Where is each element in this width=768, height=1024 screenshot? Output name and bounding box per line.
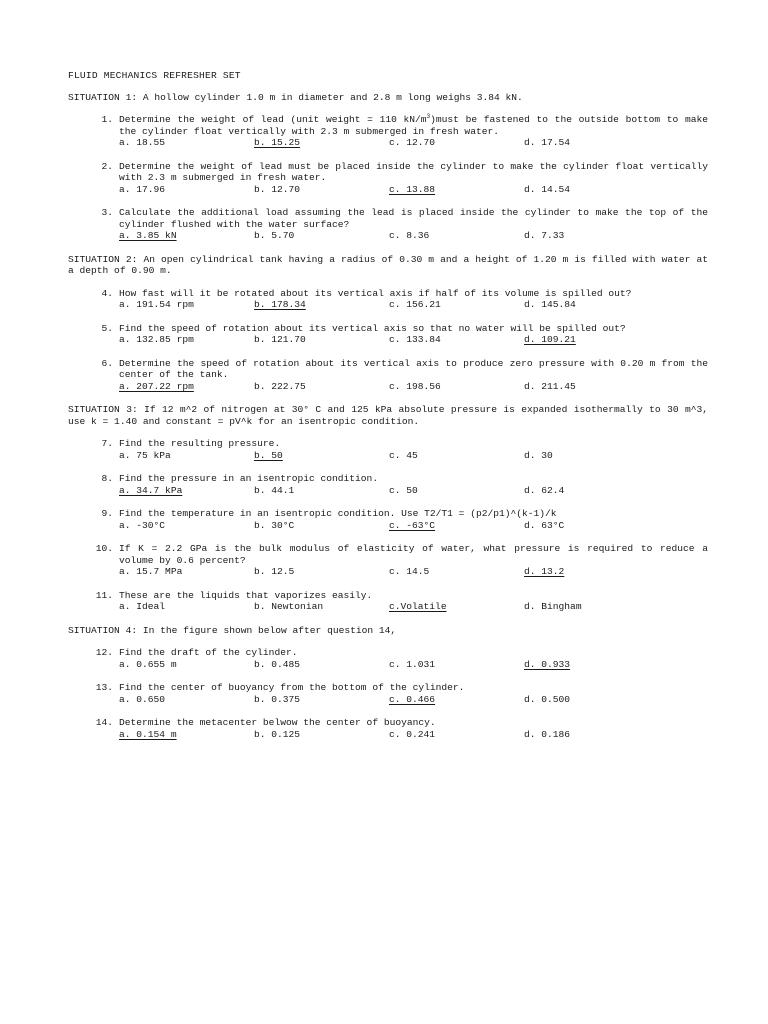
question-text: Calculate the additional load assuming the lead is placed inside the cylinder to make the top of the cylinder flushed with the water surface? [119,207,708,230]
question-item [68,647,708,670]
choice-label: c. 45 [389,449,418,461]
answer-choices [119,485,708,497]
choice-label: a. 75 kPa [119,449,171,461]
question-item [68,682,708,705]
choice-label: d. 211.45 [524,380,576,392]
question-text: Determine the speed of rotation about its vertical axis to produce zero pressure with 0.20 m from the center of the tank. [119,357,708,380]
answer-choice [254,601,389,613]
question-body [119,161,708,196]
question-item [68,114,708,149]
choice-label: d. 145.84 [524,299,576,310]
choice-label: b. Newtonian [254,601,324,612]
situation-text: SITUATION 4: In the figure shown below after question 14, [68,624,397,636]
answer-choice-correct [389,601,524,613]
answer-choice [524,485,659,497]
choice-label: b. 0.375 [254,693,301,705]
answer-choice [389,485,524,497]
question-item [68,543,708,578]
answer-choice [119,659,254,671]
document-page [68,70,708,752]
choice-label: c. 0.466 [389,693,436,705]
question-body [119,647,708,670]
question-number: 1. [101,114,113,125]
question-body [119,543,708,578]
question-body [119,590,708,613]
choice-label: a. -30°C [119,519,166,531]
question-number: 13. [95,682,113,693]
choice-label: c. 156.21 [389,299,441,310]
question-text-part: )must be fastened to the outside bottom to make the cylinder float vertically with 2.3 m submerged in fresh water. [119,114,709,137]
answer-choice [524,184,659,196]
question-body [119,288,708,311]
question-body [119,438,708,461]
answer-choice [254,729,389,741]
question-body [119,323,708,346]
answer-choice [119,299,254,311]
question-text: Find the center of buoyancy from the bottom of the cylinder. [119,682,465,693]
question-text: Find the pressure in an isentropic condition. [119,473,379,484]
question-superscript: 3 [426,112,431,120]
answer-choice [119,520,254,532]
answer-choices [119,299,708,311]
question-item [68,473,708,496]
document-title: FLUID MECHANICS REFRESHER SET [68,70,241,81]
answer-choice [524,694,659,706]
question-item [68,288,708,311]
question-body [119,717,708,740]
answer-choice-correct [389,694,524,706]
answer-choice [119,450,254,462]
question-body [119,114,708,149]
question-text-part: Determine the weight of lead (unit weight = 110 kN/m [119,114,427,125]
question-body [119,473,708,496]
answer-choice [254,485,389,497]
question-text [119,114,708,137]
answer-choices [119,520,708,532]
choice-label: d. 13.2 [524,566,565,577]
answer-choices [119,230,708,242]
answer-choice-correct [524,659,659,671]
answer-choice-correct [254,450,389,462]
answer-choice-correct [524,566,659,578]
situation-text: SITUATION 2: An open cylindrical tank having a radius of 0.30 m and a height of 1.20 m is filled with water at a depth of 0.90 m. [68,253,708,276]
question-number: 11. [95,589,113,601]
question-number: 6. [101,357,113,369]
answer-choice-correct [389,520,524,532]
question-number: 14. [95,717,113,728]
choice-label: b. 5.70 [254,230,295,241]
question-text: Find the speed of rotation about its vertical axis so that no water will be spilled out? [119,322,626,334]
answer-choice [524,137,659,149]
question-text: These are the liquids that vaporizes easily. [119,589,373,601]
choice-label: a. 34.7 kPa [119,484,183,496]
choice-label: b. 178.34 [254,299,306,310]
answer-choice [389,299,524,311]
answer-choices [119,450,708,462]
question-text: Find the draft of the cylinder. [119,647,298,658]
choice-label: a. 0.154 m [119,728,177,740]
choice-label: d. 14.54 [524,183,571,195]
choice-label: d. 30 [524,449,553,461]
answer-choice [524,230,659,242]
answer-choice-correct [254,299,389,311]
answer-choice [119,334,254,346]
answer-choice [119,694,254,706]
choice-label: d. 62.4 [524,484,565,496]
question-item [68,508,708,531]
choice-label: c. 8.36 [389,230,430,241]
sections-container [68,92,708,741]
choice-label: a. 191.54 rpm [119,299,194,310]
answer-choice [524,729,659,741]
answer-choices [119,566,708,578]
choice-label: d. 17.54 [524,137,571,148]
choice-label: c. 13.88 [389,183,436,195]
question-item [68,717,708,740]
question-item [68,323,708,346]
choice-label: c. -63°C [389,519,436,531]
choice-label: d. 0.933 [524,658,571,670]
choice-label: d. 0.500 [524,693,571,705]
choice-label: b. 222.75 [254,380,306,392]
answer-choice [389,334,524,346]
choice-label: b. 0.485 [254,658,301,670]
answer-choice [119,137,254,149]
answer-choice [389,659,524,671]
choice-label: a. 207.22 rpm [119,380,194,392]
answer-choice [254,184,389,196]
choice-label: b. 12.70 [254,183,301,195]
choice-label: c. 0.241 [389,728,436,740]
answer-choice [524,520,659,532]
choice-label: a. 15.7 MPa [119,566,183,577]
answer-choice [524,381,659,393]
question-number: 7. [101,438,113,449]
choice-label: c. 1.031 [389,658,436,670]
answer-choice [389,137,524,149]
question-text: Find the temperature in an isentropic condition. Use T2/T1 = (p2/p1)^(k-1)/k [119,508,557,519]
question-number: 9. [101,508,113,519]
question-body [119,682,708,705]
answer-choice-correct [119,381,254,393]
question-item [68,161,708,196]
answer-choice [119,566,254,578]
question-item [68,207,708,242]
question-text: How fast will it be rotated about its vertical axis if half of its volume is spilled out? [119,287,632,299]
question-number: 2. [101,160,113,172]
answer-choice-correct [389,184,524,196]
question-text: Determine the metacenter belwow the center of buoyancy. [119,717,436,728]
choice-label: d. Bingham [524,601,582,612]
answer-choice [254,694,389,706]
question-body [119,508,708,531]
choice-label: d. 63°C [524,519,565,531]
answer-choice [389,566,524,578]
choice-label: a. 0.650 [119,693,166,705]
question-item [68,438,708,461]
choice-label: b. 121.70 [254,334,306,345]
choice-label: c. 12.70 [389,137,436,148]
choice-label: a. 3.85 kN [119,230,177,241]
choice-label: c. 14.5 [389,566,430,577]
answer-choice [524,299,659,311]
question-number: 8. [101,473,113,484]
choice-label: a. 132.85 rpm [119,334,194,345]
choice-label: c. 50 [389,484,418,496]
question-number: 10. [95,543,113,554]
answer-choice-correct [119,485,254,497]
answer-choice [389,230,524,242]
answer-choice [389,729,524,741]
choice-label: b. 0.125 [254,728,301,740]
answer-choices [119,729,708,741]
answer-choice-correct [119,230,254,242]
choice-label: d. 109.21 [524,334,576,345]
answer-choice [119,601,254,613]
choice-label: c.Volatile [389,601,447,612]
choice-label: b. 44.1 [254,484,295,496]
choice-label: b. 50 [254,449,283,461]
answer-choices [119,694,708,706]
choice-label: a. 17.96 [119,183,166,195]
situation-text: SITUATION 1: A hollow cylinder 1.0 m in diameter and 2.8 m long weighs 3.84 kN. [68,91,523,103]
answer-choices [119,659,708,671]
question-body [119,207,708,242]
choice-label: c. 198.56 [389,380,441,392]
choice-label: a. 18.55 [119,137,166,148]
choice-label: a. 0.655 m [119,658,177,670]
choice-label: c. 133.84 [389,334,441,345]
choice-label: a. Ideal [119,601,166,612]
question-body [119,358,708,393]
question-text: Determine the weight of lead must be placed inside the cylinder to make the cylinder float vertically with 2.3 m submerged in fresh water. [119,160,708,183]
answer-choice [524,450,659,462]
answer-choices [119,184,708,196]
answer-choice [524,601,659,613]
question-number: 3. [101,207,113,218]
choice-label: b. 15.25 [254,137,301,148]
situation-text: SITUATION 3: If 12 m^2 of nitrogen at 30° C and 125 kPa absolute pressure is expanded isothermally to 30 m^3, use k = 1.40 and constant = pV^k for an isentropic condition. [68,404,708,427]
answer-choices [119,334,708,346]
choice-label: d. 7.33 [524,230,565,241]
answer-choice [254,381,389,393]
question-number: 4. [101,287,113,299]
answer-choices [119,601,708,613]
choice-label: b. 30°C [254,519,295,531]
question-text: If K = 2.2 GPa is the bulk modulus of elasticity of water, what pressure is required to reduce a volume by 0.6 percent? [119,543,708,566]
answer-choice [254,520,389,532]
answer-choice [254,659,389,671]
question-item [68,590,708,613]
question-number: 12. [95,647,113,658]
answer-choice [389,450,524,462]
answer-choices [119,137,708,149]
answer-choice [254,230,389,242]
choice-label: b. 12.5 [254,566,295,577]
answer-choice [119,184,254,196]
answer-choice-correct [254,137,389,149]
answer-choices [119,381,708,393]
answer-choice [254,566,389,578]
question-number: 5. [101,322,113,334]
question-item [68,358,708,393]
answer-choice [389,381,524,393]
answer-choice [254,334,389,346]
question-text: Find the resulting pressure. [119,438,281,449]
answer-choice-correct [119,729,254,741]
choice-label: d. 0.186 [524,728,571,740]
answer-choice-correct [524,334,659,346]
